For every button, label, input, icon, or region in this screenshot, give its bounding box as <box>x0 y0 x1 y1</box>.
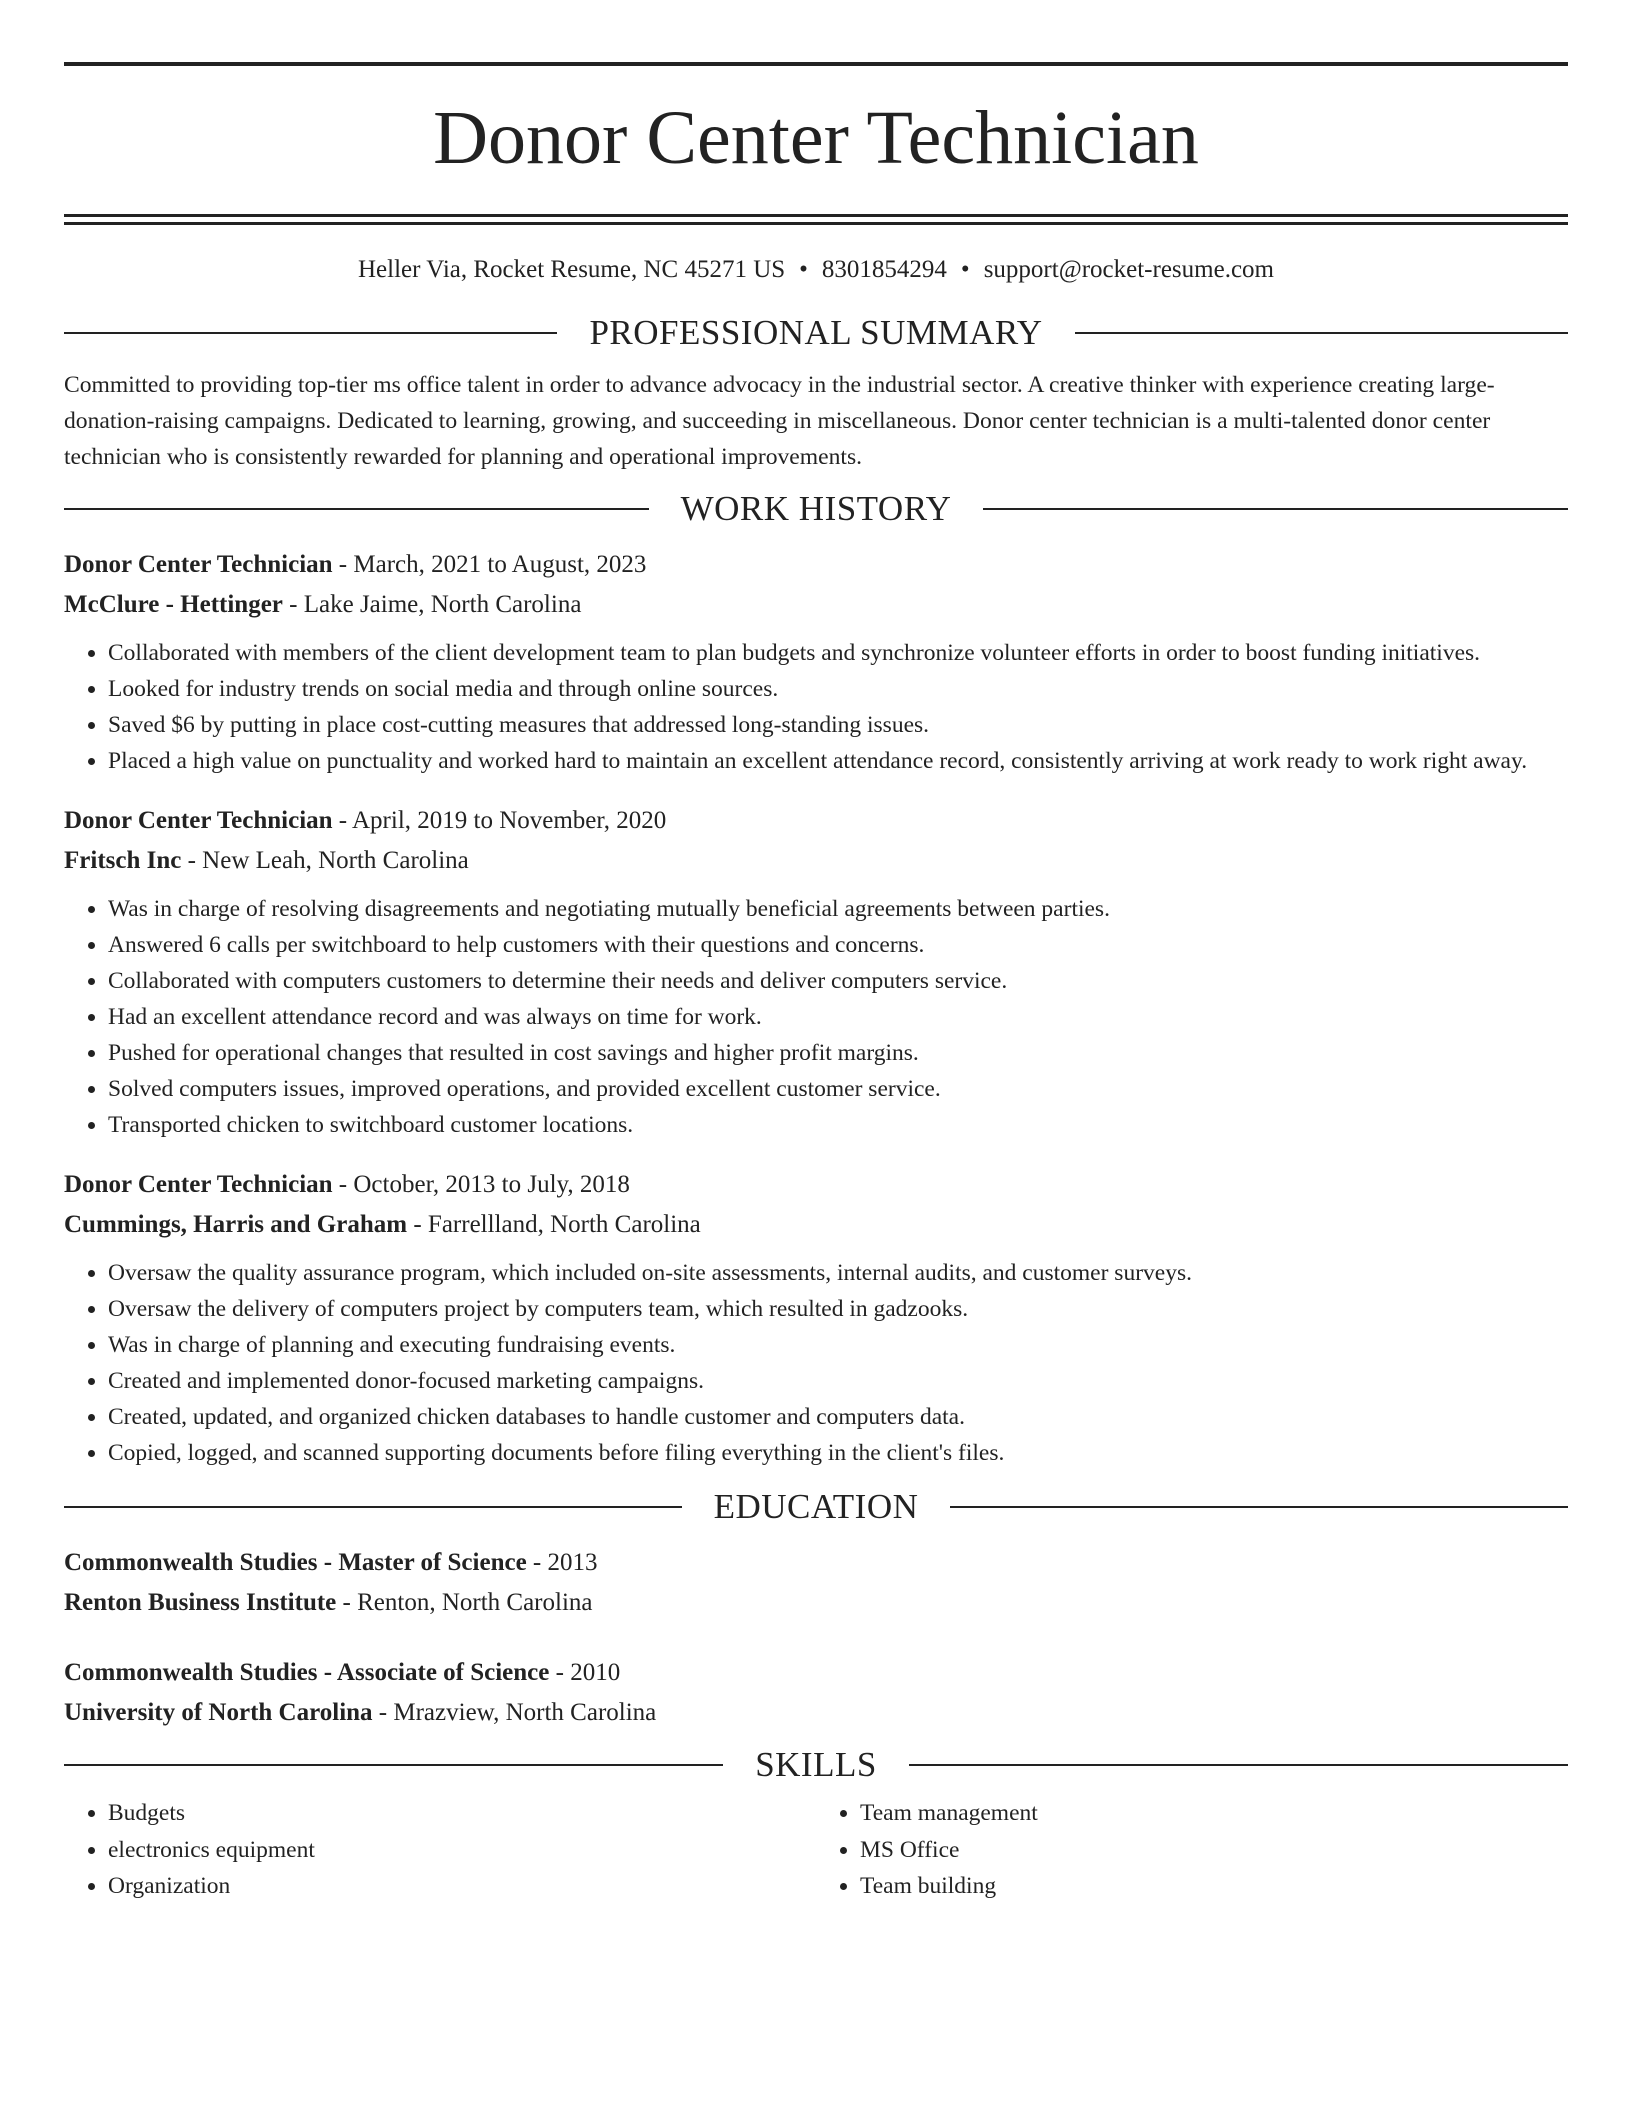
section-heading-education <box>64 1487 1568 1527</box>
list-item: • Saved $6 by putting in place cost-cutting measures that addressed long-standing issues. <box>108 707 1568 743</box>
list-item: • Was in charge of resolving disagreements and negotiating mutually beneficial agreements between parties. <box>108 891 1568 927</box>
list-item: • Answered 6 calls per switchboard to help customers with their questions and concerns. <box>108 927 1568 963</box>
list-item: • Had an excellent attendance record and was always on time for work. <box>108 999 1568 1035</box>
job-title: Donor Center Technician <box>64 551 333 578</box>
heading-rule-left <box>64 508 649 510</box>
job-dates: - October, 2013 to July, 2018 <box>332 1171 630 1198</box>
job-bullets <box>64 635 1568 779</box>
contact-email: support@rocket-resume.com <box>983 256 1274 283</box>
section-heading-label: PROFESSIONAL SUMMARY <box>589 313 1043 352</box>
heading-rule-left <box>64 1506 682 1508</box>
job-entry <box>64 545 1568 779</box>
list-item: • Created and implemented donor-focused marketing campaigns. <box>108 1363 1568 1399</box>
list-item: • electronics equipment <box>108 1832 816 1869</box>
education-entry <box>64 1543 1568 1623</box>
job-dates: - March, 2021 to August, 2023 <box>332 551 647 578</box>
skills-column-left <box>64 1795 816 1905</box>
education-school-line <box>64 1693 1568 1733</box>
contact-separator: • <box>799 256 808 283</box>
education-entry <box>64 1653 1568 1733</box>
job-company: Cummings, Harris and Graham <box>64 1211 408 1238</box>
heading-rule-right <box>983 508 1568 510</box>
education-location: - Mrazview, North Carolina <box>372 1699 657 1726</box>
section-heading-label: WORK HISTORY <box>680 489 952 528</box>
education-school: University of North Carolina <box>64 1699 373 1726</box>
job-title-line <box>64 801 1568 841</box>
heading-rule-left <box>64 1764 723 1766</box>
contact-line <box>64 255 1568 285</box>
job-company-line <box>64 841 1568 881</box>
list-item: • Copied, logged, and scanned supporting documents before filing everything in the client's files. <box>108 1435 1568 1471</box>
list-item: • Collaborated with computers customers to determine their needs and deliver computers service. <box>108 963 1568 999</box>
job-title: Donor Center Technician <box>64 807 333 834</box>
education-year: - 2013 <box>526 1549 598 1576</box>
job-company-line <box>64 1205 1568 1245</box>
job-company: Fritsch Inc <box>64 847 182 874</box>
list-item: • Organization <box>108 1868 816 1905</box>
list-item: • Pushed for operational changes that resulted in cost savings and higher profit margins. <box>108 1035 1568 1071</box>
job-location: - Farrellland, North Carolina <box>407 1211 701 1238</box>
heading-rule-right <box>1075 332 1568 334</box>
job-title-line <box>64 545 1568 585</box>
section-heading-work-history <box>64 489 1568 529</box>
list-item: • Oversaw the quality assurance program, which included on-site assessments, internal audits, and customer surveys. <box>108 1255 1568 1291</box>
list-item: • Looked for industry trends on social media and through online sources. <box>108 671 1568 707</box>
list-item: • Team building <box>860 1868 1568 1905</box>
list-item: • MS Office <box>860 1832 1568 1869</box>
job-location: - New Leah, North Carolina <box>181 847 469 874</box>
section-heading-summary <box>64 313 1568 353</box>
page-title: Donor Center Technician <box>433 96 1199 180</box>
list-item: • Solved computers issues, improved operations, and provided excellent customer service. <box>108 1071 1568 1107</box>
heading-rule-right <box>950 1506 1568 1508</box>
contact-separator: • <box>960 256 970 283</box>
job-company-line <box>64 585 1568 625</box>
list-item: • Was in charge of planning and executing fundraising events. <box>108 1327 1568 1363</box>
skills-column-right <box>816 1795 1568 1905</box>
job-entry <box>64 801 1568 1143</box>
list-item: • Oversaw the delivery of computers project by computers team, which resulted in gadzooks. <box>108 1291 1568 1327</box>
education-degree: Commonwealth Studies - Master of Science <box>64 1549 527 1576</box>
list-item: • Created, updated, and organized chicken databases to handle customer and computers data. <box>108 1399 1568 1435</box>
job-title: Donor Center Technician <box>64 1171 333 1198</box>
list-item: • Budgets <box>108 1795 816 1832</box>
list-item: • Placed a high value on punctuality and worked hard to maintain an excellent attendance record, consistently arriving at work ready to work right away. <box>108 743 1568 779</box>
education-degree-line <box>64 1543 1568 1583</box>
education-location: - Renton, North Carolina <box>336 1589 593 1616</box>
heading-rule-right <box>909 1764 1568 1766</box>
list-item: • Collaborated with members of the client development team to plan budgets and synchronize volunteer efforts in order to boost funding initiatives. <box>108 635 1568 671</box>
job-title-line <box>64 1165 1568 1205</box>
contact-phone: 8301854294 <box>821 256 947 283</box>
job-bullets <box>64 891 1568 1143</box>
job-company: McClure - Hettinger <box>64 591 283 618</box>
list-item: • Transported chicken to switchboard customer locations. <box>108 1107 1568 1143</box>
list-item: • Team management <box>860 1795 1568 1832</box>
job-dates: - April, 2019 to November, 2020 <box>332 807 667 834</box>
resume-page <box>64 62 1568 1905</box>
skills-list <box>64 1795 1568 1905</box>
section-heading-skills <box>64 1745 1568 1785</box>
education-year: - 2010 <box>549 1659 621 1686</box>
job-location: - Lake Jaime, North Carolina <box>282 591 582 618</box>
heading-rule-left <box>64 332 557 334</box>
title-double-divider <box>64 214 1568 225</box>
section-heading-label: EDUCATION <box>713 1487 919 1526</box>
education-school: Renton Business Institute <box>64 1589 337 1616</box>
section-heading-label: SKILLS <box>755 1745 877 1784</box>
education-degree-line <box>64 1653 1568 1693</box>
education-degree: Commonwealth Studies - Associate of Science <box>64 1659 550 1686</box>
job-entry <box>64 1165 1568 1471</box>
education-school-line <box>64 1583 1568 1623</box>
contact-address: Heller Via, Rocket Resume, NC 45271 US <box>358 256 786 283</box>
job-bullets <box>64 1255 1568 1471</box>
summary-text: Committed to providing top-tier ms office talent in order to advance advocacy in the industrial sector. A creative thinker with experience creating large-donation-raising campaigns. Dedicated to learning, growing, and succeeding in miscellaneous. Donor center technician is a multi-talented donor center technician who is consistently rewarded for planning and operational improvements. <box>64 372 1495 470</box>
